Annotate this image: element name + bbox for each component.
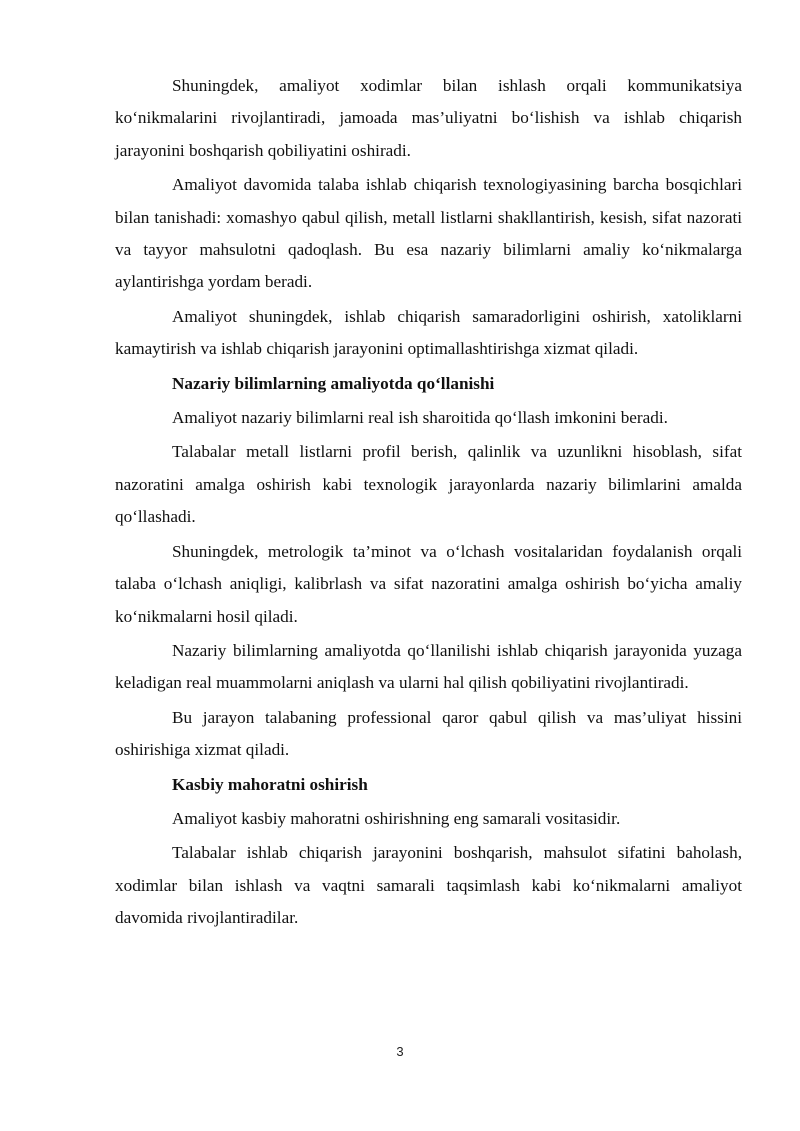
paragraph-metal-sheets: Talabalar metall listlarni profil berish, qalinlik va uzunlikni hisoblash, sifat nazoratini amalga oshirish kabi texnologik jarayonlarda nazariy bilimlarini amalda qo‘llashadi. — [115, 442, 742, 527]
paragraph-efficiency: Amaliyot shuningdek, ishlab chiqarish samaradorligini oshirish, xatoliklarni kamaytirish va ishlab chiqarish jarayonini optimallashtirishga xizmat qiladi. — [115, 306, 742, 359]
paragraph-effective-tool: Amaliyot kasbiy mahoratni oshirishning eng samarali vositasidir. — [172, 808, 621, 828]
paragraph-metrology: Shuningdek, metrologik ta’minot va o‘lchash vositalaridan foydalanish orqali talaba o‘lchash aniqligi, kalibrlash va sifat nazoratini amalga oshirish bo‘yicha amaliy ko‘nikmalarni hosil qiladi. — [115, 541, 742, 626]
page-number: 3 — [396, 1044, 404, 1059]
paragraph-communication-skills: Shuningdek, amaliyot xodimlar bilan ishlash orqali kommunikatsiya ko‘nikmalarini rivojlantiradi, jamoada mas’uliyatni bo‘lishish va ishlab chiqarish jarayonini boshqarish qobiliyatini oshiradi. — [115, 76, 742, 160]
heading-theory-in-practice: Nazariy bilimlarning amaliyotda qo‘llanishi — [172, 373, 495, 393]
document-page — [115, 70, 742, 937]
paragraph-real-conditions: Amaliyot nazariy bilimlarni real ish sharoitida qo‘llash imkonini beradi. — [172, 408, 668, 428]
paragraph-students-develop: Talabalar ishlab chiqarish jarayonini boshqarish, mahsulot sifatini baholash, xodimlar bilan ishlash va vaqtni samarali taqsimlash kabi ko‘nikmalarni amaliyot davomida rivojlantiradilar. — [115, 843, 742, 928]
paragraph-professional-decisions: Bu jarayon talabaning professional qaror qabul qilish va mas’uliyat hissini oshirishiga xizmat qiladi. — [115, 707, 742, 760]
paragraph-problem-solving: Nazariy bilimlarning amaliyotda qo‘llanilishi ishlab chiqarish jarayonida yuzaga keladigan real muammolarni aniqlash va ularni hal qilish qobiliyatini rivojlantiradi. — [115, 640, 742, 693]
paragraph-production-stages: Amaliyot davomida talaba ishlab chiqarish texnologiyasining barcha bosqichlari bilan tanishadi: xomashyo qabul qilish, metall listlarni shakllantirish, kesish, sifat nazorati va tayyor mahsulotni qadoqlash. Bu esa nazariy bilimlarni amaliy ko‘nikmalarga aylantirishga yordam beradi. — [115, 175, 742, 292]
heading-professional-skills: Kasbiy mahoratni oshirish — [172, 774, 368, 794]
